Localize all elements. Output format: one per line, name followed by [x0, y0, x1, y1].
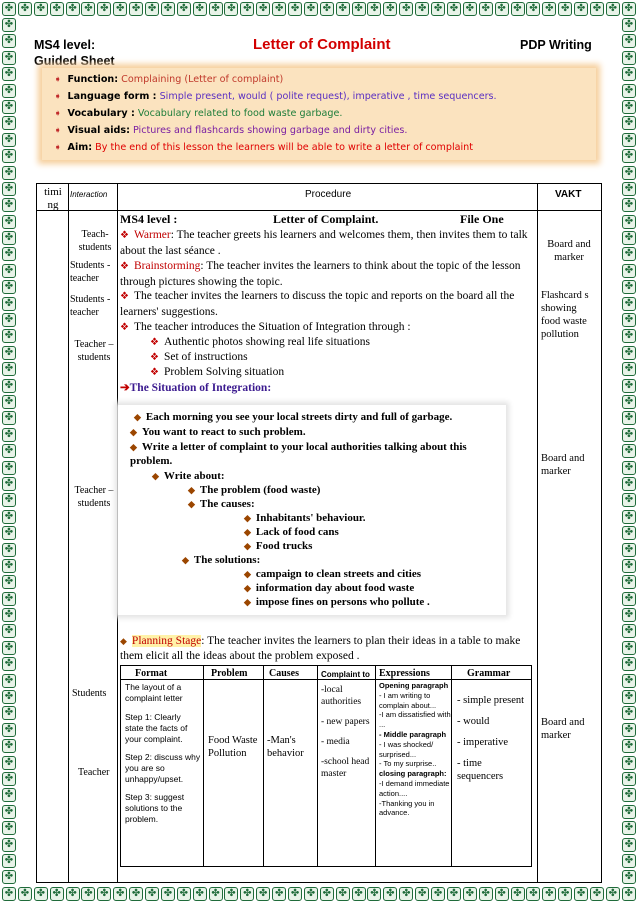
- vakt-header: VAKT: [555, 189, 582, 200]
- situation-heading: ➔The Situation of Integration:: [120, 382, 272, 394]
- border-ornament-icon: ✤: [558, 887, 572, 901]
- complaint-to-item: - new papers: [321, 717, 370, 727]
- grammar-item: - time sequencers: [457, 758, 504, 782]
- expression-item: - I was shocked/ surprised...: [379, 739, 434, 759]
- border-ornament-icon: ✤: [18, 2, 32, 16]
- bullet-icon: ◆: [130, 442, 137, 452]
- border-ornament-icon: ✤: [447, 2, 461, 16]
- border-ornament-icon: ✤: [2, 477, 16, 491]
- bullet-icon: ◆: [130, 427, 137, 437]
- arrow-bullet-icon: ➧: [54, 126, 62, 136]
- border-ornament-icon: ✤: [622, 428, 636, 442]
- border-ornament-icon: ✤: [622, 313, 636, 327]
- border-ornament-icon: ✤: [622, 166, 636, 180]
- border-ornament-icon: ✤: [622, 870, 636, 884]
- border-ornament-icon: ✤: [622, 346, 636, 360]
- border-ornament-icon: ✤: [18, 887, 32, 901]
- border-ornament-icon: ✤: [2, 428, 16, 442]
- border-ornament-icon: ✤: [622, 100, 636, 114]
- border-ornament-icon: ✤: [622, 608, 636, 622]
- timing-header: timi ng: [44, 186, 62, 211]
- border-ornament-icon: ✤: [558, 2, 572, 16]
- expression-item: - Middle paragraph: [379, 729, 447, 739]
- border-ornament-icon: ✤: [2, 231, 16, 245]
- border-ornament-icon: ✤: [81, 2, 95, 16]
- border-ornament-icon: ✤: [2, 756, 16, 770]
- solutions-line: The solutions:: [193, 554, 261, 566]
- expression-item: Opening paragraph: [379, 681, 449, 690]
- arrow-bullet-icon: ➧: [54, 143, 62, 153]
- diamond-bullet-icon: ❖: [150, 367, 159, 378]
- warmer-step: ❖ Warmer: The teacher greets his learners and welcomes them, then invites them to talk about the last séance .: [120, 229, 528, 257]
- border-ornament-icon: ✤: [2, 280, 16, 294]
- objective-vocabulary: ➧ Vocabulary : Vocabulary related to food waste garbage.: [54, 108, 343, 119]
- situation-line: Write a letter of complaint to your local authorities talking about this problem.: [130, 441, 467, 468]
- border-ornament-icon: ✤: [511, 887, 525, 901]
- border-ornament-icon: ✤: [415, 887, 429, 901]
- objective-language-form: ➧ Language form : Simple present, would ( polite request), imperative , time sequencers.: [54, 91, 497, 102]
- border-ornament-icon: ✤: [622, 461, 636, 475]
- border-ornament-icon: ✤: [2, 854, 16, 868]
- border-ornament-icon: ✤: [304, 887, 318, 901]
- border-ornament-icon: ✤: [542, 2, 556, 16]
- border-ornament-icon: ✤: [622, 772, 636, 786]
- border-ornament-icon: ✤: [447, 887, 461, 901]
- border-ornament-icon: ✤: [495, 887, 509, 901]
- border-ornament-icon: ✤: [431, 887, 445, 901]
- border-ornament-icon: ✤: [50, 2, 64, 16]
- border-ornament-icon: ✤: [193, 887, 207, 901]
- bullet-icon: ◆: [244, 541, 251, 551]
- border-ornament-icon: ✤: [383, 2, 397, 16]
- border-ornament-icon: ✤: [622, 411, 636, 425]
- border-ornament-icon: ✤: [2, 657, 16, 671]
- border-ornament-icon: ✤: [622, 674, 636, 688]
- decorative-border-left: [0, 18, 18, 885]
- interaction-item: Teach- students: [78, 229, 112, 253]
- border-ornament-icon: ✤: [2, 247, 16, 261]
- border-ornament-icon: ✤: [2, 559, 16, 573]
- border-ornament-icon: ✤: [320, 2, 334, 16]
- border-ornament-icon: ✤: [256, 887, 270, 901]
- border-ornament-icon: ✤: [622, 706, 636, 720]
- level-label: MS4 level:: [34, 38, 96, 52]
- border-ornament-icon: ✤: [2, 543, 16, 557]
- plan-header-causes: Causes: [269, 668, 300, 679]
- situation-box: [118, 405, 506, 615]
- border-ornament-icon: ✤: [2, 379, 16, 393]
- border-ornament-icon: ✤: [129, 2, 143, 16]
- expression-item: -I demand immediate action....: [379, 778, 450, 798]
- border-ornament-icon: ✤: [622, 510, 636, 524]
- cause-item: Food trucks: [255, 540, 313, 552]
- border-ornament-icon: ✤: [463, 887, 477, 901]
- solution-item: information day about food waste: [255, 582, 415, 594]
- border-ornament-icon: ✤: [193, 2, 207, 16]
- format-item: Step 3: suggest solutions to the problem.: [125, 792, 185, 824]
- bullet-icon: ◆: [188, 485, 195, 495]
- border-ornament-icon: ✤: [622, 657, 636, 671]
- border-ornament-icon: ✤: [622, 493, 636, 507]
- border-ornament-icon: ✤: [622, 51, 636, 65]
- border-ornament-icon: ✤: [272, 887, 286, 901]
- border-ornament-icon: ✤: [606, 887, 620, 901]
- border-ornament-icon: ✤: [622, 575, 636, 589]
- discuss-step: ❖ The teacher invites the learners to discuss the topic and reports on the board all the learners' suggestions.: [120, 290, 515, 318]
- border-ornament-icon: ✤: [622, 247, 636, 261]
- border-ornament-icon: ✤: [50, 887, 64, 901]
- border-ornament-icon: ✤: [161, 2, 175, 16]
- border-ornament-icon: ✤: [113, 2, 127, 16]
- interaction-item: Teacher: [78, 767, 110, 778]
- border-ornament-icon: ✤: [622, 116, 636, 130]
- bullet-icon: ◆: [120, 636, 127, 646]
- cause-item: Inhabitants' behaviour.: [255, 512, 366, 524]
- plan-header-grammar: Grammar: [467, 668, 511, 679]
- border-ornament-icon: ✤: [622, 133, 636, 147]
- border-ornament-icon: ✤: [622, 690, 636, 704]
- interaction-item: Teacher – students: [74, 485, 114, 509]
- arrow-bullet-icon: ➧: [54, 75, 62, 85]
- border-ornament-icon: ✤: [622, 543, 636, 557]
- border-ornament-icon: ✤: [97, 2, 111, 16]
- border-ornament-icon: ✤: [526, 887, 540, 901]
- border-ornament-icon: ✤: [622, 280, 636, 294]
- border-ornament-icon: ✤: [622, 624, 636, 638]
- border-ornament-icon: ✤: [224, 2, 238, 16]
- solution-item: campaign to clean streets and cities: [255, 568, 422, 580]
- interaction-item: Students - teacher: [70, 260, 111, 284]
- border-ornament-icon: ✤: [2, 887, 16, 901]
- border-ornament-icon: ✤: [622, 34, 636, 48]
- objective-function: ➧ Function: Complaining (Letter of complaint): [54, 74, 284, 85]
- border-ornament-icon: ✤: [2, 641, 16, 655]
- expression-item: - To my surprise..: [379, 759, 437, 769]
- complaint-to-item: -local authorities: [321, 685, 362, 707]
- sub-item: ❖ Set of instructions: [150, 351, 248, 363]
- border-ornament-icon: ✤: [622, 18, 636, 32]
- border-ornament-icon: ✤: [352, 887, 366, 901]
- border-ornament-icon: ✤: [177, 2, 191, 16]
- border-ornament-icon: ✤: [2, 838, 16, 852]
- border-ornament-icon: ✤: [2, 215, 16, 229]
- border-ornament-icon: ✤: [399, 2, 413, 16]
- border-ornament-icon: ✤: [2, 510, 16, 524]
- border-ornament-icon: ✤: [622, 395, 636, 409]
- border-ornament-icon: ✤: [495, 2, 509, 16]
- border-ornament-icon: ✤: [622, 559, 636, 573]
- situation-line: Each morning you see your local streets dirty and full of garbage.: [145, 411, 453, 423]
- interaction-item: Teacher – students: [74, 339, 114, 363]
- decorative-border-bottom: [0, 885, 638, 903]
- grammar-item: - would: [457, 716, 490, 727]
- vakt-item: Board and marker: [547, 239, 591, 263]
- border-ornament-icon: ✤: [2, 51, 16, 65]
- bullet-icon: ◆: [182, 555, 189, 565]
- border-ornament-icon: ✤: [2, 149, 16, 163]
- expression-item: - I am writing to complain about...: [379, 690, 437, 710]
- border-ornament-icon: ✤: [2, 18, 16, 32]
- border-ornament-icon: ✤: [622, 526, 636, 540]
- border-ornament-icon: ✤: [590, 2, 604, 16]
- border-ornament-icon: ✤: [2, 690, 16, 704]
- border-ornament-icon: ✤: [367, 2, 381, 16]
- border-ornament-icon: ✤: [526, 2, 540, 16]
- border-ornament-icon: ✤: [622, 821, 636, 835]
- interaction-item: Students: [72, 688, 107, 699]
- border-ornament-icon: ✤: [542, 887, 556, 901]
- border-ornament-icon: ✤: [209, 887, 223, 901]
- bullet-icon: ◆: [244, 569, 251, 579]
- border-ornament-icon: ✤: [622, 231, 636, 245]
- border-ornament-icon: ✤: [352, 2, 366, 16]
- border-ornament-icon: ✤: [145, 887, 159, 901]
- border-ornament-icon: ✤: [2, 461, 16, 475]
- border-ornament-icon: ✤: [66, 2, 80, 16]
- planning-table: [120, 665, 532, 867]
- border-ornament-icon: ✤: [622, 379, 636, 393]
- border-ornament-icon: ✤: [2, 624, 16, 638]
- arrow-bullet-icon: ➧: [54, 92, 62, 102]
- border-ornament-icon: ✤: [209, 2, 223, 16]
- border-ornament-icon: ✤: [2, 805, 16, 819]
- objectives-box: [42, 68, 596, 160]
- border-ornament-icon: ✤: [415, 2, 429, 16]
- border-ornament-icon: ✤: [622, 805, 636, 819]
- border-ornament-icon: ✤: [34, 887, 48, 901]
- format-item: Step 2: discuss why you are so unhappy/upset.: [125, 752, 201, 784]
- right-arrow-icon: ➔: [120, 382, 130, 394]
- border-ornament-icon: ✤: [606, 2, 620, 16]
- border-ornament-icon: ✤: [622, 444, 636, 458]
- border-ornament-icon: ✤: [2, 788, 16, 802]
- plan-header-complaint-to: Complaint to: [321, 670, 370, 679]
- border-ornament-icon: ✤: [336, 887, 350, 901]
- border-ornament-icon: ✤: [2, 362, 16, 376]
- border-ornament-icon: ✤: [288, 887, 302, 901]
- border-ornament-icon: ✤: [2, 608, 16, 622]
- border-ornament-icon: ✤: [622, 297, 636, 311]
- bullet-icon: ◆: [152, 471, 159, 481]
- border-ornament-icon: ✤: [240, 887, 254, 901]
- border-ornament-icon: ✤: [2, 821, 16, 835]
- border-ornament-icon: ✤: [622, 854, 636, 868]
- solution-item: impose fines on persons who pollute .: [255, 596, 430, 608]
- border-ornament-icon: ✤: [622, 182, 636, 196]
- border-ornament-icon: ✤: [2, 674, 16, 688]
- border-ornament-icon: ✤: [622, 2, 636, 16]
- causes-line: The causes:: [199, 498, 255, 510]
- vakt-item: Flashcard s showing food waste pollution: [541, 290, 589, 340]
- border-ornament-icon: ✤: [304, 2, 318, 16]
- border-ornament-icon: ✤: [622, 592, 636, 606]
- bullet-icon: ◆: [134, 412, 141, 422]
- border-ornament-icon: ✤: [129, 887, 143, 901]
- border-ornament-icon: ✤: [2, 198, 16, 212]
- border-ornament-icon: ✤: [622, 477, 636, 491]
- border-ornament-icon: ✤: [2, 493, 16, 507]
- plan-header-expressions: Expressions: [379, 668, 430, 679]
- border-ornament-icon: ✤: [2, 2, 16, 16]
- plan-header-problem: Problem: [211, 668, 248, 679]
- border-ornament-icon: ✤: [622, 739, 636, 753]
- border-ornament-icon: ✤: [177, 887, 191, 901]
- border-ornament-icon: ✤: [2, 723, 16, 737]
- border-ornament-icon: ✤: [2, 706, 16, 720]
- border-ornament-icon: ✤: [336, 2, 350, 16]
- planning-step: ◆ Planning Stage: The teacher invites the learners to plan their ideas in a table to make them elicit all the ideas about the problem exposed .: [120, 635, 521, 662]
- border-ornament-icon: ✤: [574, 887, 588, 901]
- border-ornament-icon: ✤: [2, 444, 16, 458]
- border-ornament-icon: ✤: [622, 67, 636, 81]
- arrow-bullet-icon: ➧: [54, 109, 62, 119]
- border-ornament-icon: ✤: [383, 887, 397, 901]
- border-ornament-icon: ✤: [2, 313, 16, 327]
- border-ornament-icon: ✤: [2, 182, 16, 196]
- border-ornament-icon: ✤: [479, 887, 493, 901]
- border-ornament-icon: ✤: [2, 411, 16, 425]
- bullet-icon: ◆: [244, 513, 251, 523]
- border-ornament-icon: ✤: [2, 395, 16, 409]
- border-ornament-icon: ✤: [113, 887, 127, 901]
- border-ornament-icon: ✤: [240, 2, 254, 16]
- border-ornament-icon: ✤: [256, 2, 270, 16]
- border-ornament-icon: ✤: [590, 887, 604, 901]
- interaction-header: Interaction: [70, 190, 108, 199]
- border-ornament-icon: ✤: [2, 84, 16, 98]
- border-ornament-icon: ✤: [622, 198, 636, 212]
- border-ornament-icon: ✤: [224, 887, 238, 901]
- border-ornament-icon: ✤: [272, 2, 286, 16]
- problem-line: The problem (food waste): [199, 484, 321, 496]
- file-heading: MS4 level : Letter of Complaint. File One: [120, 212, 504, 226]
- border-ornament-icon: ✤: [622, 788, 636, 802]
- page-title: Letter of Complaint: [253, 36, 391, 53]
- write-about: Write about:: [163, 470, 225, 482]
- diamond-bullet-icon: ❖: [120, 230, 129, 241]
- border-ornament-icon: ✤: [2, 870, 16, 884]
- border-ornament-icon: ✤: [2, 133, 16, 147]
- border-ornament-icon: ✤: [622, 887, 636, 901]
- border-ornament-icon: ✤: [574, 2, 588, 16]
- border-ornament-icon: ✤: [288, 2, 302, 16]
- border-ornament-icon: ✤: [622, 149, 636, 163]
- diamond-bullet-icon: ❖: [120, 261, 129, 272]
- decorative-border-top: [0, 0, 638, 18]
- border-ornament-icon: ✤: [66, 887, 80, 901]
- sub-item: ❖ Problem Solving situation: [150, 366, 285, 378]
- diamond-bullet-icon: ❖: [120, 291, 129, 302]
- expression-item: -Thanking you in advance.: [379, 798, 435, 818]
- border-ornament-icon: ✤: [320, 887, 334, 901]
- border-ornament-icon: ✤: [622, 329, 636, 343]
- bullet-icon: ◆: [244, 527, 251, 537]
- situation-line: You want to react to such problem.: [141, 426, 306, 438]
- border-ornament-icon: ✤: [2, 526, 16, 540]
- border-ornament-icon: ✤: [622, 756, 636, 770]
- border-ornament-icon: ✤: [2, 67, 16, 81]
- border-ornament-icon: ✤: [2, 739, 16, 753]
- plan-header-format: Format: [135, 668, 168, 679]
- introduce-step: ❖ The teacher introduces the Situation of Integration through :: [120, 321, 411, 333]
- expression-item: closing paragraph:: [379, 769, 447, 779]
- border-ornament-icon: ✤: [479, 2, 493, 16]
- bullet-icon: ◆: [188, 499, 195, 509]
- vakt-item: Board and marker: [541, 717, 585, 741]
- border-ornament-icon: ✤: [2, 264, 16, 278]
- border-ornament-icon: ✤: [367, 887, 381, 901]
- plan-causes: -Man's behavior: [267, 735, 304, 759]
- format-item: Step 1: Clearly state the facts of your complaint.: [125, 712, 188, 744]
- diamond-bullet-icon: ❖: [150, 337, 159, 348]
- border-ornament-icon: ✤: [81, 887, 95, 901]
- border-ornament-icon: ✤: [511, 2, 525, 16]
- subtitle: Guided Sheet: [34, 54, 115, 68]
- expression-item: -I am dissatisfied with ...: [379, 710, 451, 730]
- brainstorming-step: ❖ Brainstorming: The teacher invites the learners to think about the topic of the lesson through pictures showing the topic.: [120, 260, 521, 288]
- grammar-item: - simple present: [457, 695, 525, 706]
- border-ornament-icon: ✤: [622, 264, 636, 278]
- border-ornament-icon: ✤: [2, 575, 16, 589]
- border-ornament-icon: ✤: [622, 838, 636, 852]
- sub-item: ❖ Authentic photos showing real life situations: [150, 336, 370, 348]
- bullet-icon: ◆: [244, 583, 251, 593]
- complaint-to-item: - media: [321, 737, 350, 747]
- interaction-item: Students -teacher: [70, 294, 111, 318]
- decorative-border-right: [620, 18, 638, 885]
- pdp-label: PDP Writing: [520, 38, 592, 52]
- vakt-item: Board and marker: [541, 453, 585, 477]
- border-ornament-icon: ✤: [34, 2, 48, 16]
- diamond-bullet-icon: ❖: [150, 352, 159, 363]
- border-ornament-icon: ✤: [622, 362, 636, 376]
- objective-visual-aids: ➧ Visual aids: Pictures and flashcards showing garbage and dirty cities.: [54, 125, 408, 136]
- grammar-item: - imperative: [457, 737, 509, 748]
- bullet-icon: ◆: [244, 597, 251, 607]
- border-ornament-icon: ✤: [2, 116, 16, 130]
- border-ornament-icon: ✤: [145, 2, 159, 16]
- procedure-header: Procedure: [305, 189, 352, 200]
- border-ornament-icon: ✤: [2, 346, 16, 360]
- border-ornament-icon: ✤: [97, 887, 111, 901]
- border-ornament-icon: ✤: [431, 2, 445, 16]
- border-ornament-icon: ✤: [2, 100, 16, 114]
- complaint-to-item: -school head master: [321, 757, 370, 779]
- border-ornament-icon: ✤: [2, 166, 16, 180]
- cause-item: Lack of food cans: [255, 526, 339, 538]
- border-ornament-icon: ✤: [2, 297, 16, 311]
- border-ornament-icon: ✤: [622, 84, 636, 98]
- border-ornament-icon: ✤: [622, 723, 636, 737]
- diamond-bullet-icon: ❖: [120, 322, 129, 333]
- objective-aim: ➧ Aim: By the end of this lesson the learners will be able to write a letter of complaint: [54, 142, 474, 153]
- border-ornament-icon: ✤: [2, 772, 16, 786]
- border-ornament-icon: ✤: [2, 592, 16, 606]
- border-ornament-icon: ✤: [622, 641, 636, 655]
- border-ornament-icon: ✤: [399, 887, 413, 901]
- border-ornament-icon: ✤: [463, 2, 477, 16]
- plan-problem: Food Waste Pollution: [208, 735, 258, 759]
- border-ornament-icon: ✤: [622, 215, 636, 229]
- border-ornament-icon: ✤: [2, 34, 16, 48]
- border-ornament-icon: ✤: [2, 329, 16, 343]
- format-item: The layout of a complaint letter: [125, 682, 183, 703]
- border-ornament-icon: ✤: [161, 887, 175, 901]
